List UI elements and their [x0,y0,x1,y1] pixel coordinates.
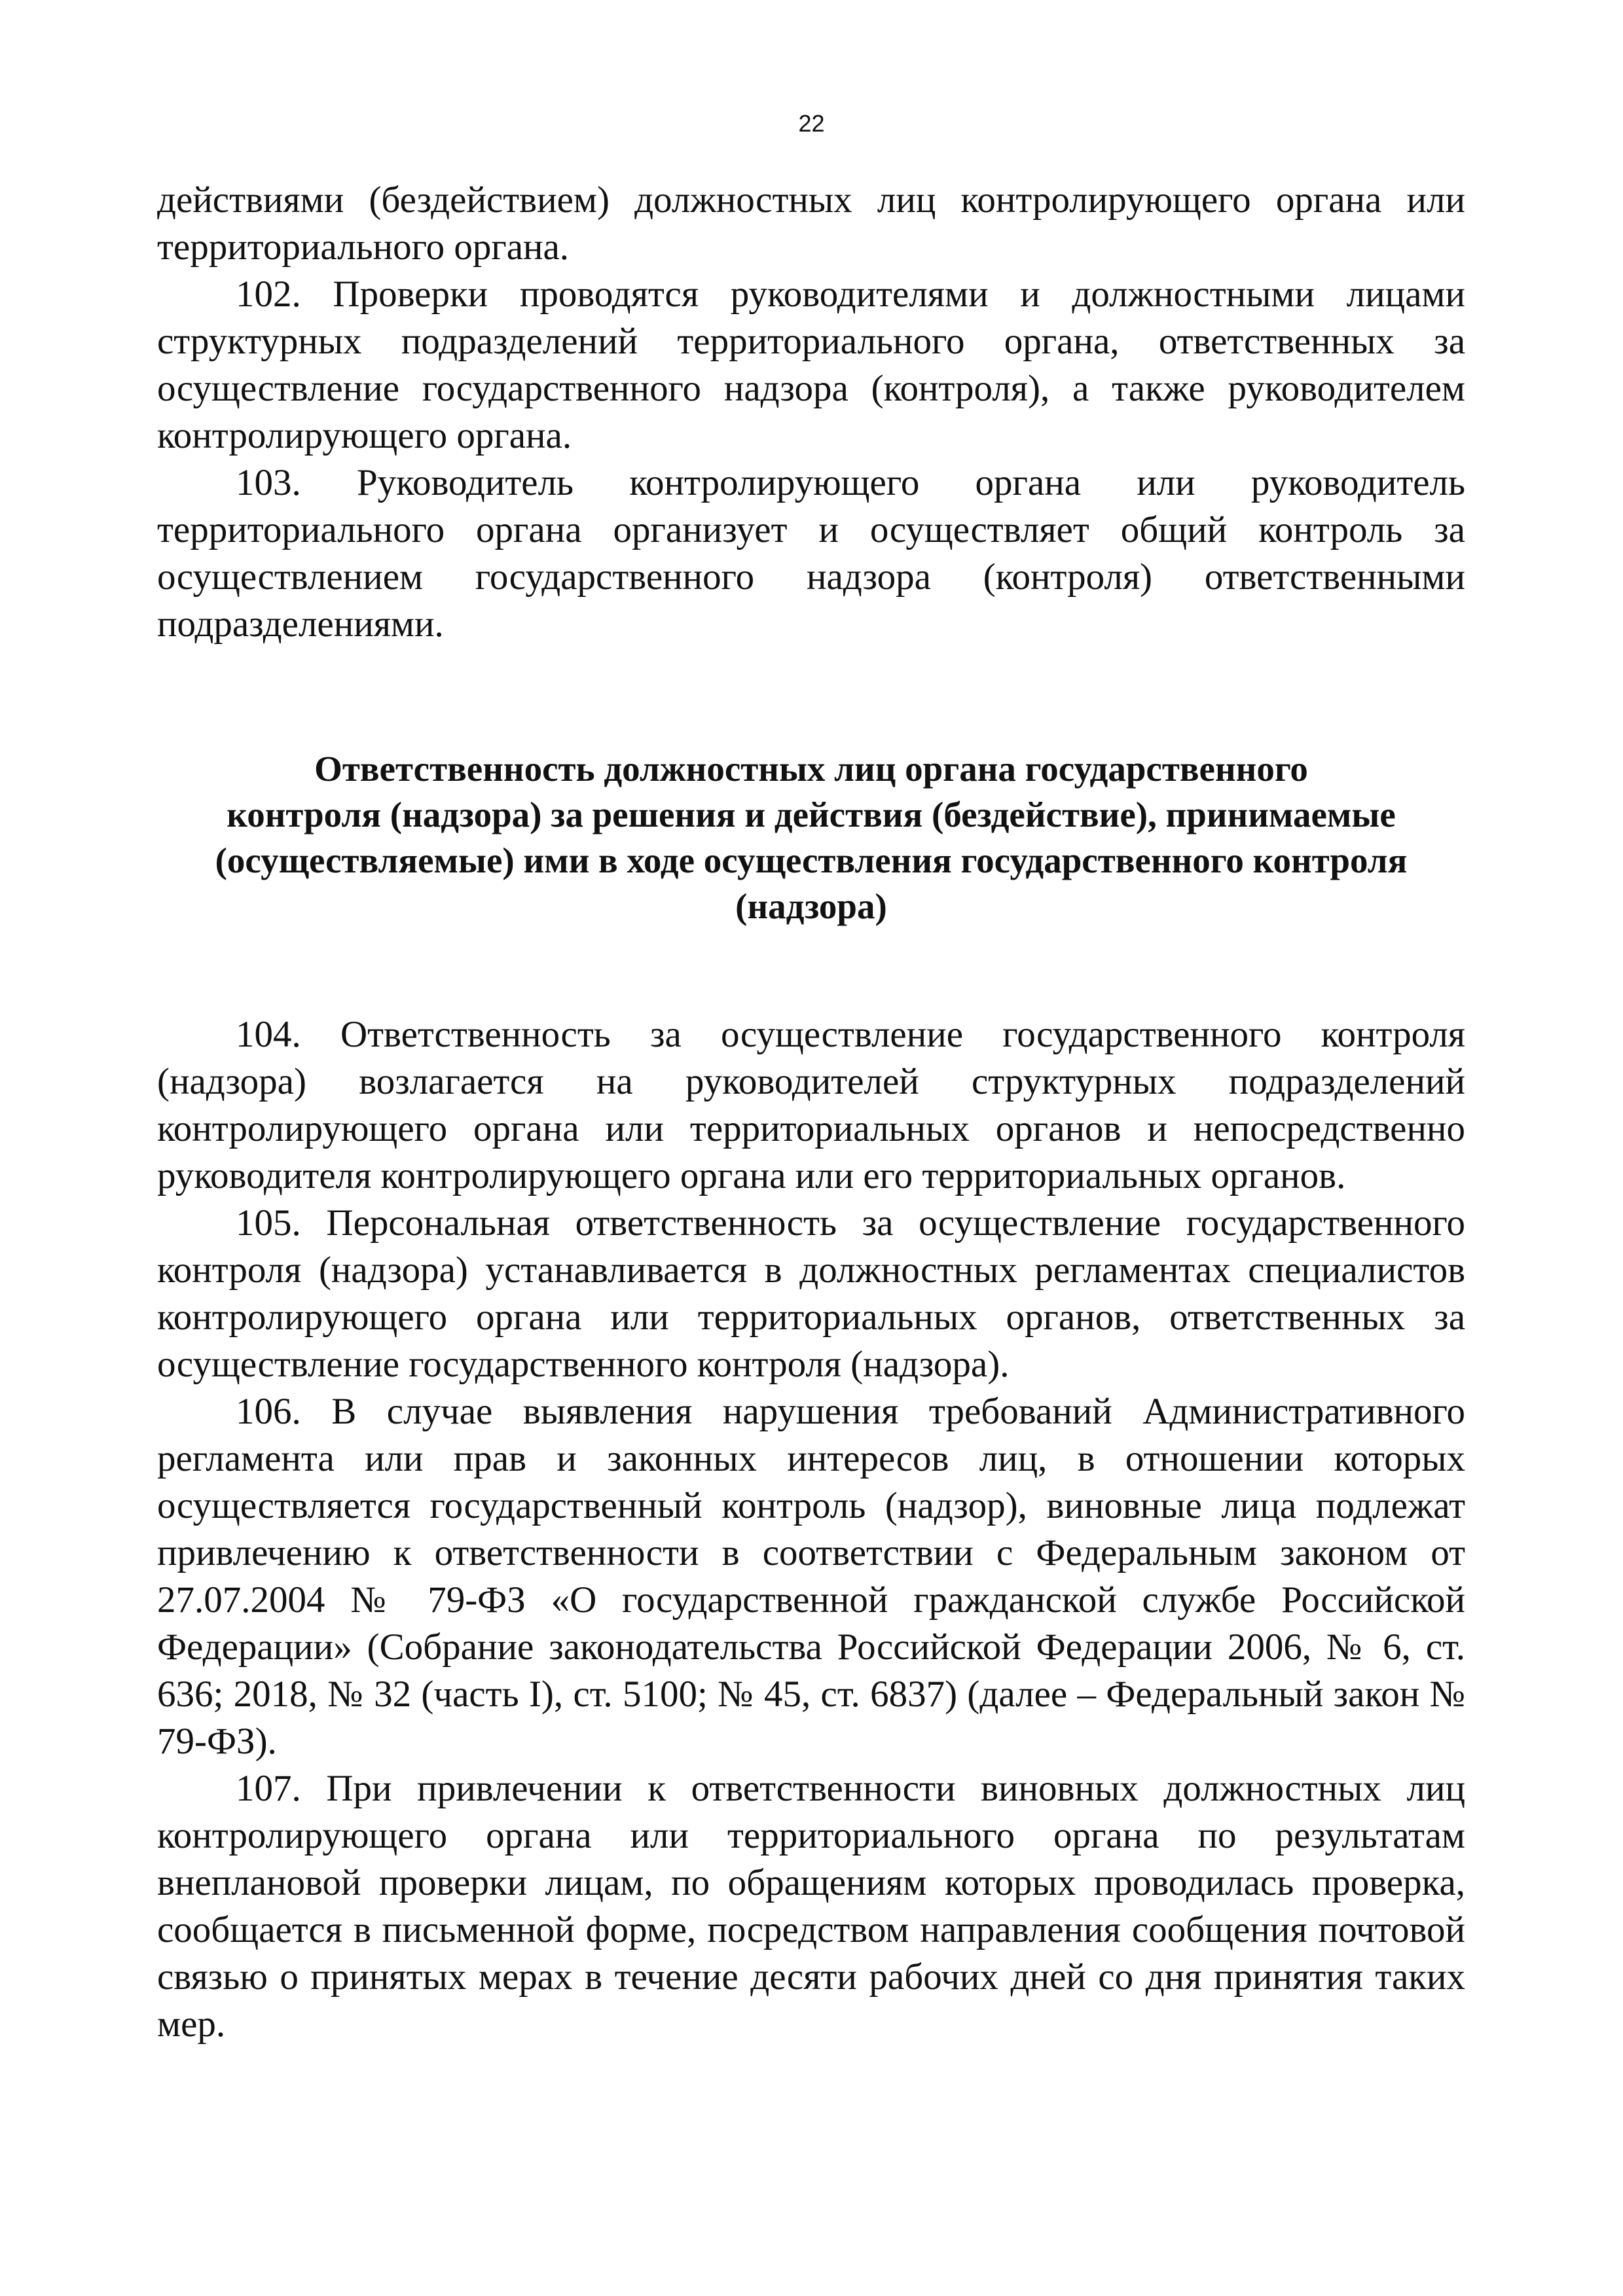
section-heading-line-1: Ответственность должностных лиц органа государственного [314,749,1308,789]
bottom-text-block [157,1011,1465,2048]
section-heading [157,746,1465,929]
top-text-block [157,177,1465,648]
paragraph-continuation: действиями (бездействием) должностных лиц контролирующего органа или территориального органа. [157,179,1465,268]
paragraph-106: 106. В случае выявления нарушения требований Административного регламента или прав и законных интересов лиц, в отношении которых осуществляется государственный контроль (надзор), виновные лица подлежат привлечению к ответственности в соответствии с Федеральным законом от 27.07.2004 № 79-ФЗ «О государственной гражданской службе Российской Федерации» (Собрание законодательства Российской Федерации 2006, № 6, ст. 636; 2018, № 32 (часть I), ст. 5100; № 45, ст. 6837) (далее – Федеральный закон № 79-ФЗ). [157,1391,1465,1762]
paragraph-105: 105. Персональная ответственность за осуществление государственного контроля (надзора) устанавливается в должностных регламентах специалистов контролирующего органа или территориальных органов, ответственных за осуществление государственного контроля (надзора). [157,1202,1465,1385]
paragraph-104: 104. Ответственность за осуществление государственного контроля (надзора) возлагается на руководителей структурных подразделений контролирующего органа или территориальных органов и непосредственно руководителя контролирующего органа или его территориальных органов. [157,1014,1465,1196]
section-heading-line-2: контроля (надзора) за решения и действия (бездействие), принимаемые [227,795,1396,834]
page-number: 22 [798,110,825,137]
section-heading-line-3: (осуществляемые) ими в ходе осуществления государственного контроля [215,840,1408,880]
paragraph-102: 102. Проверки проводятся руководителями и должностными лицами структурных подразделений территориального органа, ответственных за осуществление государственного надзора (контроля), а также руководителем контролирующего органа. [157,274,1465,456]
paragraph-103: 103. Руководитель контролирующего органа или руководитель территориального органа организует и осуществляет общий контроль за осуществлением государственного надзора (контроля) ответственными подразделениями. [157,462,1465,645]
paragraph-107: 107. При привлечении к ответственности виновных должностных лиц контролирующего органа или территориального органа по результатам внеплановой проверки лицам, по обращениям которых проводилась проверка, сообщается в письменной форме, посредством направления сообщения почтовой связью о принятых мерах в течение десяти рабочих дней со дня принятия таких мер. [157,1768,1465,2045]
section-heading-line-4: (надзора) [735,886,887,926]
